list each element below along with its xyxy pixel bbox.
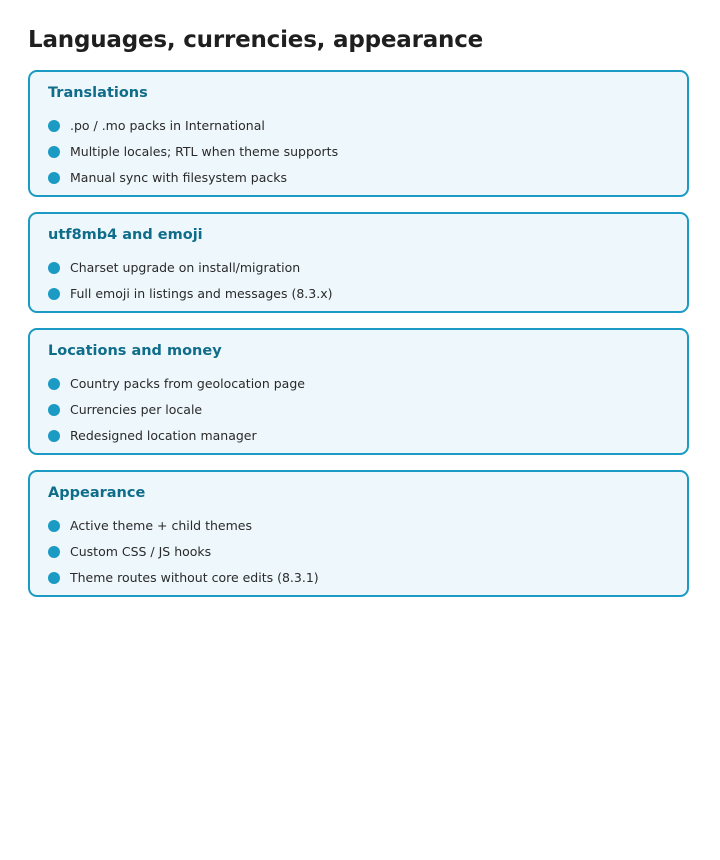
card-list	[48, 516, 319, 594]
list-item-text: .po / .mo packs in International	[70, 118, 265, 133]
list-item	[48, 258, 332, 284]
card-title: Locations and money	[48, 343, 222, 359]
bullet-icon	[48, 546, 60, 558]
card-translations	[28, 70, 689, 197]
bullet-icon	[48, 520, 60, 532]
bullet-icon	[48, 120, 60, 132]
bullet-icon	[48, 378, 60, 390]
bullet-icon	[48, 172, 60, 184]
list-item	[48, 542, 319, 568]
list-item-text: Redesigned location manager	[70, 428, 257, 443]
list-item-text: Theme routes without core edits (8.3.1)	[70, 570, 319, 585]
card-title: Translations	[48, 85, 148, 101]
card-locations-money	[28, 328, 689, 455]
list-item-text: Multiple locales; RTL when theme supports	[70, 144, 339, 159]
card-title: Appearance	[48, 485, 146, 501]
card-appearance	[28, 470, 689, 597]
list-item-text: Manual sync with filesystem packs	[70, 170, 287, 185]
list-item	[48, 116, 338, 142]
bullet-icon	[48, 404, 60, 416]
card-list	[48, 374, 305, 452]
list-item	[48, 284, 332, 310]
list-item	[48, 426, 305, 452]
bullet-icon	[48, 288, 60, 300]
card-title: utf8mb4 and emoji	[48, 227, 203, 243]
list-item-text: Country packs from geolocation page	[70, 376, 305, 391]
card-list	[48, 116, 338, 194]
bullet-icon	[48, 572, 60, 584]
list-item	[48, 168, 338, 194]
list-item-text: Charset upgrade on install/migration	[70, 260, 301, 275]
bullet-icon	[48, 430, 60, 442]
page-title: Languages, currencies, appearance	[28, 27, 484, 53]
list-item	[48, 374, 305, 400]
list-item-text: Active theme + child themes	[70, 518, 252, 533]
bullet-icon	[48, 262, 60, 274]
list-item	[48, 568, 319, 594]
list-item-text: Custom CSS / JS hooks	[70, 544, 212, 559]
list-item	[48, 142, 338, 168]
list-item	[48, 400, 305, 426]
bullet-icon	[48, 146, 60, 158]
card-utf8mb4-emoji	[28, 212, 689, 313]
list-item-text: Full emoji in listings and messages (8.3.x)	[70, 286, 333, 301]
list-item	[48, 516, 319, 542]
card-list	[48, 258, 332, 310]
list-item-text: Currencies per locale	[70, 402, 203, 417]
